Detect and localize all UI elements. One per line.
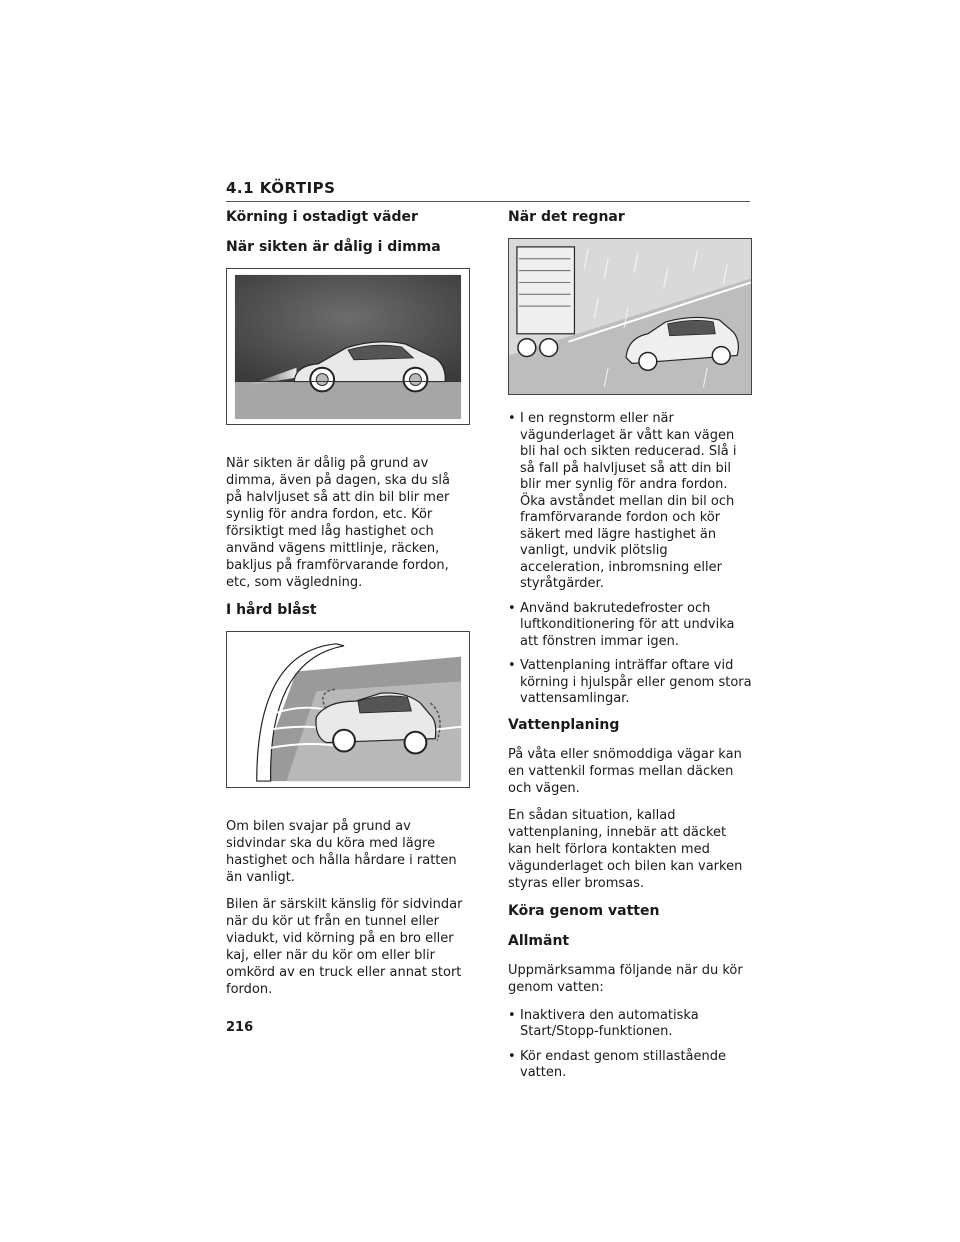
list-item: • Använd bakrutedefroster och luftkonditionering för att undvika att fönstren immar igen. — [508, 600, 735, 649]
heading-water: Köra genom vatten — [508, 902, 660, 919]
bullet: • — [508, 600, 516, 616]
heading-rain: När det regnar — [508, 209, 625, 225]
left-column — [226, 208, 470, 1008]
page-number: 216 — [226, 1020, 254, 1035]
heading-aquaplaning: Vattenplaning — [508, 716, 620, 733]
rain-illustration — [508, 238, 752, 395]
wind-illustration — [226, 631, 470, 788]
list-item: • Kör endast genom stillastående vatten. — [508, 1048, 727, 1080]
water-list — [508, 1008, 752, 1082]
wind-paragraph-1: Om bilen svajar på grund av sidvindar ska du köra med lägre hastighet och hålla hårdare i ratten än vanligt. — [226, 819, 457, 885]
bullet: • — [508, 658, 516, 673]
heading-wind: I hård blåst — [226, 602, 317, 618]
section-title: 4.1 KÖRTIPS — [226, 179, 336, 197]
general-paragraph: Uppmärksamma följande när du kör genom vatten: — [508, 962, 743, 995]
bullet: • — [508, 1007, 516, 1023]
fog-illustration — [226, 268, 470, 425]
list-item: • Vattenplaning inträffar oftare vid körning i hjulspår eller genom stora vattensamlingar. — [508, 658, 752, 706]
aquaplaning-paragraph-1: På våta eller snömoddiga vägar kan en vattenkil formas mellan däcken och vägen. — [508, 746, 742, 796]
aquaplaning-paragraph-2: En sådan situation, kallad vattenplaning, innebär att däcket kan helt förlora kontakten med vägunderlaget och bilen kan varken styras eller bromsas. — [508, 807, 743, 891]
right-column — [508, 208, 752, 1090]
heading-weather: Körning i ostadigt väder — [226, 209, 418, 225]
list-item: • Inaktivera den automatiska Start/Stopp-funktionen. — [508, 1007, 699, 1039]
heading-general: Allmänt — [508, 932, 570, 949]
fog-paragraph: När sikten är dålig på grund av dimma, även på dagen, ska du slå på halvljuset så att din bil blir mer synlig för andra fordon, etc. Kör försiktigt med låg hastighet och använd vägens mittlinje, räcken, bakljus på framförvarande fordon, etc, som vägledning. — [226, 456, 450, 590]
bullet: • — [508, 411, 516, 426]
wind-paragraph-2: Bilen är särskilt känslig för sidvindar när du kör ut från en tunnel eller viadukt, vid körning på en bro eller kaj, eller när du kör om eller blir omkörd av en truck eller annat stort fordon. — [226, 897, 463, 997]
list-item: • I en regnstorm eller när vägunderlaget är vått kan vägen bli hal och sikten reducerad. Slå i så fall på halvljuset så att din bil blir mer synlig för andra fordon. Öka avståndet mellan din bil och framförvarande fordon och kör säkert med lägre hastighet än vanligt, undvik plötslig acceleration, inbromsning eller styråtgärder. — [508, 411, 737, 591]
rain-list — [508, 411, 752, 708]
bullet: • — [508, 1048, 516, 1064]
heading-fog: När sikten är dålig i dimma — [226, 239, 441, 255]
section-header — [226, 178, 750, 202]
